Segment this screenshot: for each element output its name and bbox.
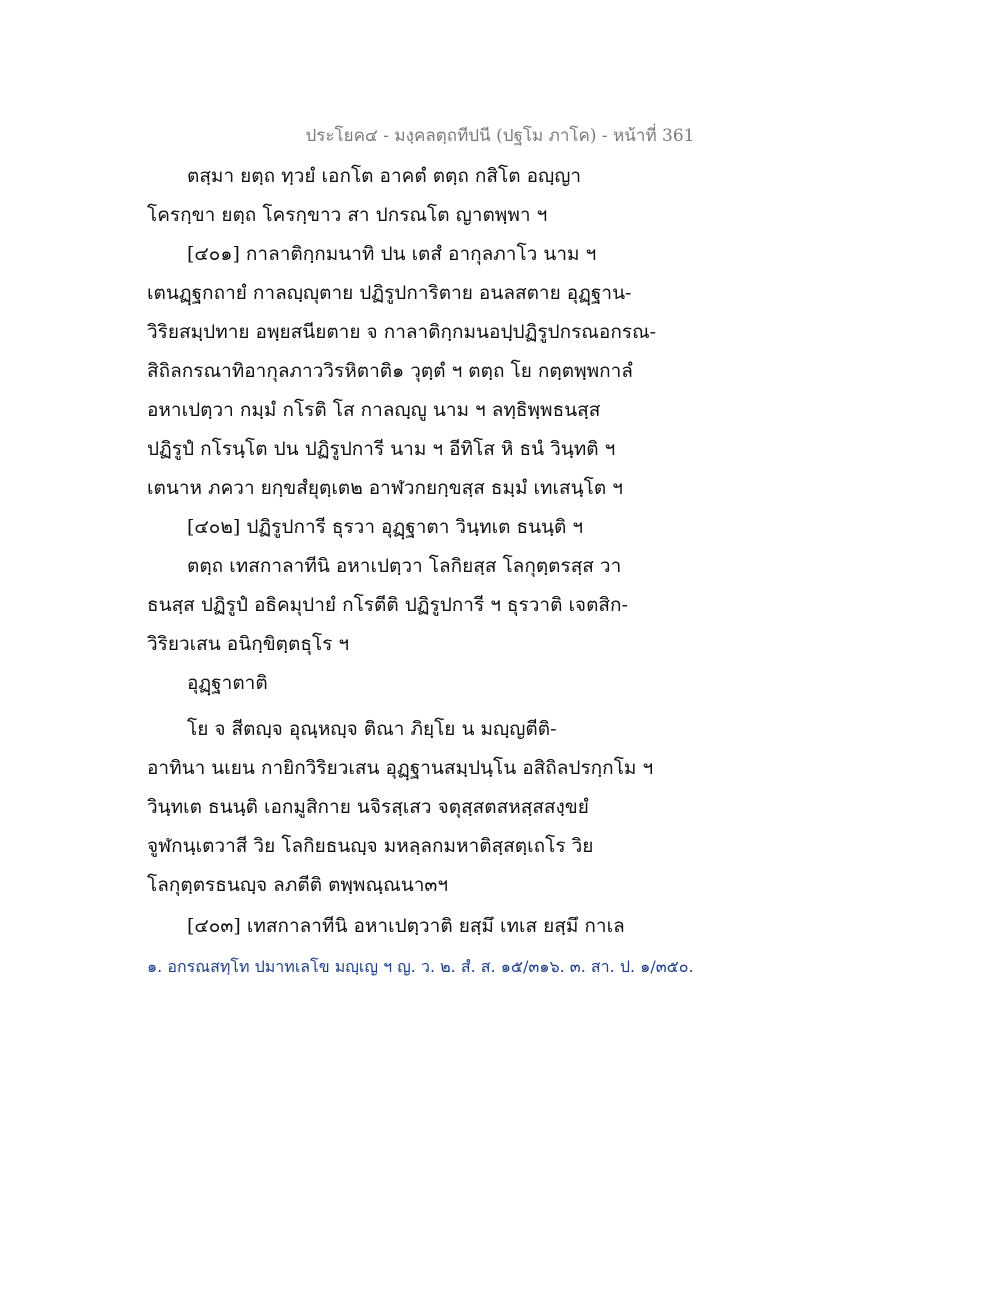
text-line: [๔๐๒] ปฏิรูปการี ธุรวา อุฏฺฐาตา วินฺทเต ธนนฺติ ฯ (187, 516, 584, 538)
text-line: อาทินา นเยน กายิกวิริยวเสน อุฏฺฐานสมฺปนฺโน อสิถิลปรกฺกโม ฯ (147, 757, 654, 779)
text-line: โย จ สีตญฺจ อุณฺหญฺจ ติณา ภิยฺโย น มญฺญตีติ- (187, 718, 557, 740)
text-line: เตนาห ภควา ยกฺขสํยุตฺเต๒ อาฬวกยกฺขสฺส ธมฺมํ เทเสนฺโต ฯ (147, 477, 623, 499)
text-line: ปฏิรูปํ กโรนฺโต ปน ปฏิรูปการี นาม ฯ อีทิโส หิ ธนํ วินฺทติ ฯ (147, 438, 616, 460)
text-line: จูฬกนฺเตวาสี วิย โลกิยธนญฺจ มหลฺลกมหาติสฺสตฺเถโร วิย (147, 835, 594, 857)
text-line: ตสฺมา ยตฺถ ทฺวยํ เอกโต อาคตํ ตตฺถ กสิโต อญฺญา (187, 165, 582, 187)
text-line: วิริยวเสน อนิกฺขิตฺตธุโร ฯ (147, 633, 350, 655)
text-line: วินฺทเต ธนนฺติ เอกมูสิกาย นจิรสฺเสว จตุสฺสตสหสฺสสงฺขยํ (147, 796, 589, 818)
text-line: ตตฺถ เทสกาลาทีนิ อหาเปตฺวา โลกิยสฺส โลกุตฺตรสฺส วา (187, 555, 622, 577)
text-line: ธนสฺส ปฏิรูปํ อธิคมุปายํ กโรตีติ ปฏิรูปการี ฯ ธุรวาติ เจตสิก- (147, 594, 628, 616)
text-line: อหาเปตฺวา กมฺมํ กโรติ โส กาลญฺญู นาม ฯ ลทฺธิพฺพธนสฺส (147, 399, 601, 421)
text-line: โลกุตฺตรธนญฺจ ลภตีติ ตพฺพณฺณนา๓ฯ (147, 874, 449, 896)
text-line: อุฏฺฐาตาติ (187, 672, 268, 694)
text-line: โครกฺขา ยตฺถ โครกฺขาว สา ปกรณโต ญาตพฺพา ฯ (147, 204, 548, 226)
text-line: เตนฏฺฐกถายํ กาลญฺญุตาย ปฏิรูปการิตาย อนลสตาย อุฏฺฐาน- (147, 282, 632, 304)
footnote: ๑. อกรณสทฺโท ปมาทเลโข มญฺเญ ฯ ญ. ว. ๒. สํ. ส. ๑๕/๓๑๖. ๓. สา. ป. ๑/๓๕๐. (147, 957, 694, 976)
text-line: [๔๐๓] เทสกาลาทีนิ อหาเปตฺวาติ ยสฺมึ เทเส ยสฺมึ กาเล (187, 915, 625, 937)
text-line: [๔๐๑] กาลาติกฺกมนาทิ ปน เตสํ อากุลภาโว นาม ฯ (187, 243, 597, 265)
text-line: วิริยสมฺปทาย อพฺยสนียตาย จ กาลาติกฺกมนอปฺปฏิรูปกรณอกรณ- (147, 321, 657, 343)
running-head: ประโยค๔ - มงฺคลตฺถทีปนี (ปฐโม ภาโค) - หน้าที่ 361 (305, 126, 695, 146)
text-line: สิถิลกรณาทิอากุลภาววิรหิตาติ๑ วุตฺตํ ฯ ตตฺถ โย กตฺตพฺพกาลํ (147, 360, 633, 382)
